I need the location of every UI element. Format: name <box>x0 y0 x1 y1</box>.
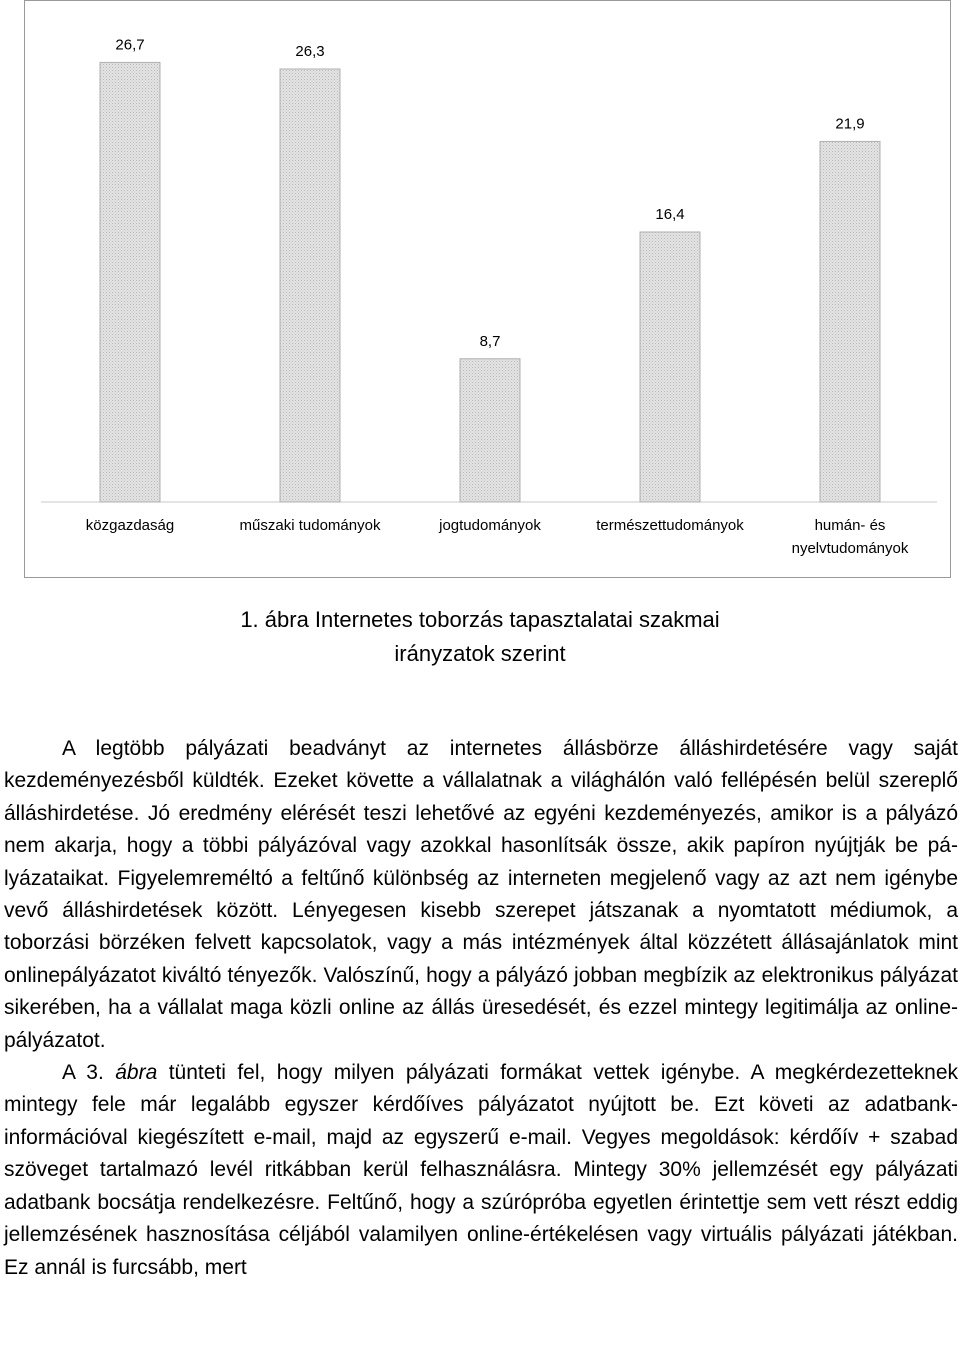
value-label-1: 26,7 <box>115 36 145 54</box>
value-label-4: 16,4 <box>655 205 685 223</box>
category-label-3: jogtudományok <box>439 517 541 534</box>
figure-reference: ábra <box>115 1061 158 1085</box>
value-label-5: 21,9 <box>835 115 865 133</box>
bar-3 <box>460 359 520 502</box>
bar-1 <box>100 62 160 502</box>
bar-2 <box>280 69 340 502</box>
paragraph-2 <box>4 1057 958 1284</box>
figure-caption <box>60 603 900 671</box>
value-label-3: 8,7 <box>479 332 501 350</box>
paragraph-1: A legtöbb pályázati beadványt az internetes állásbörze álláshirdetésére vagy saját kezdeményezésből küldték. Ezeket követte a vállalatnak a világhálón való fellépésén belül szereplő álláshirdetése. Jó eredmény elérését teszi lehetővé az egyéni kezdeményezés, amikor is a pályázó nem akarja, hogy a többi pályázóval vagy azokkal hasonlítsák össze, akik papíron nyújtják be pályázataikat. Figyelemreméltó a feltűnő különbség az interneten megjelenő vagy az azt nem igénybe vevő álláshirdetések között. Lényegesen kisebb szerepet játszanak a nyomtatott médiumok, a toborzási börzéken felvett kapcsolatok, vagy a más intézmények által közzétett állásajánlatok mint onlinepályázatot kiváltó tényezők. Valószínű, hogy a pályázó jobban megbízik az elektronikus pályázat sikerében, ha a vállalat maga közli online az állás üresedését, és ezzel mintegy legitimálja az online-pályázatot. <box>4 737 958 1052</box>
category-label-5: humán- és nyelvtudományok <box>791 517 909 557</box>
paragraph-2-start: A 3. <box>62 1061 116 1085</box>
bar-4 <box>640 232 700 502</box>
bars-layer <box>100 62 880 502</box>
value-label-2: 26,3 <box>295 42 325 60</box>
bar-5 <box>820 141 880 502</box>
category-label-2: műszaki tudományok <box>239 517 381 534</box>
bar-chart <box>25 1 950 577</box>
category-label-4: természettudományok <box>596 517 744 534</box>
caption-line-2: irányzatok szerint <box>394 641 566 666</box>
category-label-1: közgazdaság <box>85 517 175 534</box>
caption-line-1: 1. ábra Internetes toborzás tapasztalatai szakmai <box>240 607 720 632</box>
paragraph-2-rest: tünteti fel, hogy milyen pályázati formákat vettek igénybe. A megkérdezetteknek mintegy fele már legalább egyszer kérdőíves pályázatot nyújtott be. Ezt követi az adatbank-információval kiegészített e-mail, majd az egyszerű e-mail. Vegyes megoldások: kérdőív + szabad szöveget tartalmazó levél ritkábban kerül felhasználásra. Mintegy 30% jellemzését egy pályázati adatbank bocsátja rendelkezésre. Feltűnő, hogy a szúrópróba egyetlen érintettje sem vett részt eddig jellemzésének hasznosítása céljából valamilyen online-értékelésen vagy virtuális pályázati játékban. Ez annál is furcsább, mert <box>4 1061 958 1279</box>
chart-frame <box>24 0 951 578</box>
body-text <box>4 733 958 1284</box>
